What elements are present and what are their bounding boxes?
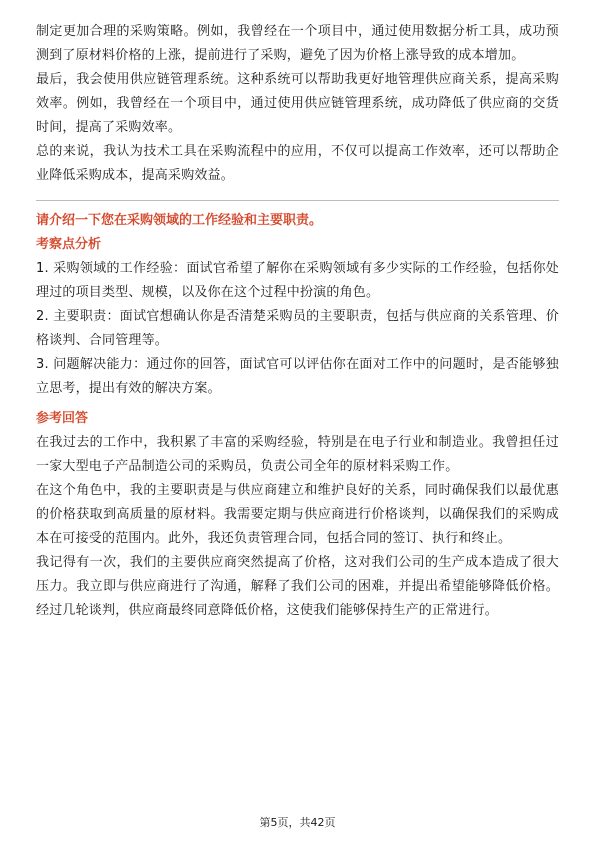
question-title: 请介绍一下您在采购领域的工作经验和主要职责。 xyxy=(36,213,323,228)
answer-paragraph: 我记得有一次，我们的主要供应商突然提高了价格，这对我们公司的生产成本造成了很大压力。我立即与供应商进行了沟通，解释了我们公司的困难，并提出希望能够降低价格。经过几轮谈判，供应商最终同意降低价格，这使我们能够保持生产的正常进行。 xyxy=(36,555,559,618)
page-number-footer: 第5页，共42页 xyxy=(259,816,336,829)
analysis-heading: 考察点分析 xyxy=(36,237,102,252)
intro-paragraph: 制定更加合理的采购策略。例如，我曾经在一个项目中，通过使用数据分析工具，成功预测到了原材料价格的上涨，提前进行了采购，避免了因为价格上涨导致的成本增加。 xyxy=(36,24,559,63)
document-page xyxy=(36,20,559,623)
answer-paragraph: 在我过去的工作中，我积累了丰富的采购经验，特别是在电子行业和制造业。我曾担任过一家大型电子产品制造公司的采购员，负责公司全年的原材料采购工作。 xyxy=(36,435,559,474)
answer-heading: 参考回答 xyxy=(36,411,89,426)
intro-section xyxy=(36,20,559,188)
section-divider xyxy=(36,200,559,201)
analysis-point: 3. 问题解决能力：通过你的回答，面试官可以评估你在面对工作中的问题时，是否能够独立思考，提出有效的解决方案。 xyxy=(36,357,559,396)
analysis-list xyxy=(36,257,559,401)
intro-paragraph: 最后，我会使用供应链管理系统。这种系统可以帮助我更好地管理供应商关系，提高采购效率。例如，我曾经在一个项目中，通过使用供应链管理系统，成功降低了供应商的交货时间，提高了采购效率。 xyxy=(36,72,559,135)
answer-body xyxy=(36,431,559,623)
intro-paragraph: 总的来说，我认为技术工具在采购流程中的应用，不仅可以提高工作效率，还可以帮助企业降低采购成本，提高采购效益。 xyxy=(36,144,559,183)
analysis-point: 2. 主要职责：面试官想确认你是否清楚采购员的主要职责，包括与供应商的关系管理、价格谈判、合同管理等。 xyxy=(36,309,559,348)
analysis-point: 1. 采购领域的工作经验：面试官希望了解你在采购领域有多少实际的工作经验，包括你处理过的项目类型、规模，以及你在这个过程中扮演的角色。 xyxy=(36,261,559,300)
answer-paragraph: 在这个角色中，我的主要职责是与供应商建立和维护良好的关系，同时确保我们以最优惠的价格获取到高质量的原材料。我需要定期与供应商进行价格谈判，以确保我们的采购成本在可接受的范围内。此外，我还负责管理合同，包括合同的签订、执行和终止。 xyxy=(36,483,559,546)
